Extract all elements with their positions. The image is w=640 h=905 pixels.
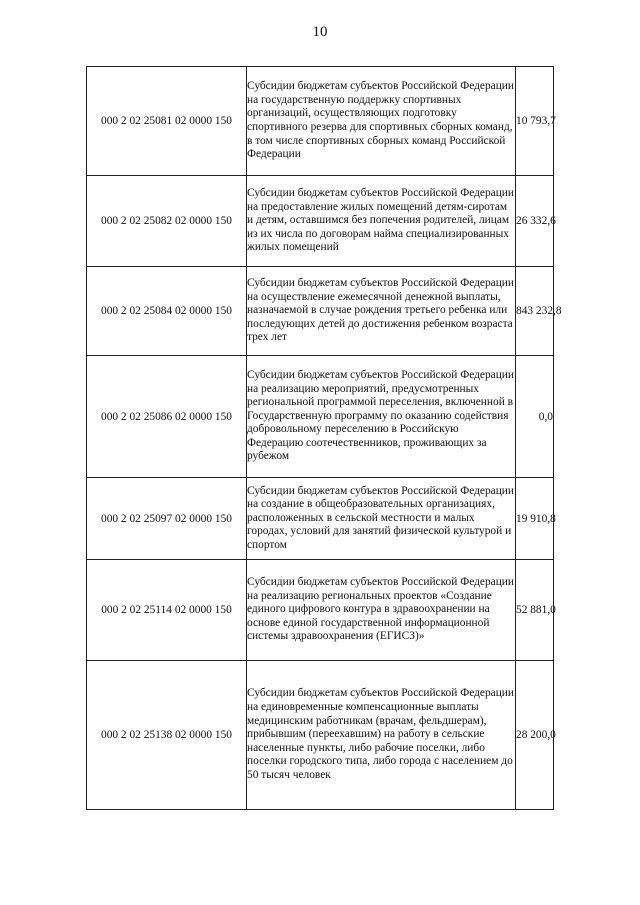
amount: 0,0	[516, 356, 554, 478]
table-row	[87, 267, 554, 356]
budget-table	[86, 66, 562, 810]
amount: 19 910,8	[516, 478, 554, 560]
budget-code: 000 2 02 25081 02 0000 150	[87, 67, 247, 176]
description: Субсидии бюджетам субъектов Российской Федерации на создание в общеобразовательных организациях, расположенных в сельской местности и малых городах, условий для занятий физической культурой и спортом	[247, 478, 516, 560]
budget-code: 000 2 02 25082 02 0000 150	[87, 176, 247, 267]
description: Субсидии бюджетам субъектов Российской Федерации на осуществление ежемесячной денежной выплаты, назначаемой в случае рождения третьего ребенка или последующих детей до достижения ребенком возраста трех лет	[247, 267, 516, 356]
table-row	[87, 560, 554, 661]
budget-code: 000 2 02 25084 02 0000 150	[87, 267, 247, 356]
budget-code: 000 2 02 25086 02 0000 150	[87, 356, 247, 478]
amount: 843 232,8	[516, 267, 554, 356]
table-row	[87, 67, 554, 176]
table-row	[87, 478, 554, 560]
amount: 10 793,7	[516, 67, 554, 176]
page-number: 10	[312, 24, 328, 40]
table-row	[87, 176, 554, 267]
description: Субсидии бюджетам субъектов Российской Федерации на реализацию мероприятий, предусмотренных региональной программой переселения, включенной в Государственную программу по оказанию содействия добровольному переселению в Российскую Федерацию соотечественников, проживающих за рубежом	[247, 356, 516, 478]
budget-code: 000 2 02 25114 02 0000 150	[87, 560, 247, 661]
table-row	[87, 661, 554, 810]
amount: 52 881,0	[516, 560, 554, 661]
budget-code: 000 2 02 25097 02 0000 150	[87, 478, 247, 560]
table-row	[87, 356, 554, 478]
description: Субсидии бюджетам субъектов Российской Федерации на предоставление жилых помещений детям-сиротам и детям, оставшимся без попечения родителей, лицам из их числа по договорам найма специализированных жилых помещений	[247, 176, 516, 267]
description: Субсидии бюджетам субъектов Российской Федерации на государственную поддержку спортивных организаций, осуществляющих подготовку спортивного резерва для спортивных сборных команд, в том числе спортивных сборных команд Российской Федерации	[247, 67, 516, 176]
amount: 26 332,6	[516, 176, 554, 267]
budget-code: 000 2 02 25138 02 0000 150	[87, 661, 247, 810]
amount: 28 200,0	[516, 661, 554, 810]
description: Субсидии бюджетам субъектов Российской Федерации на единовременные компенсационные выплаты медицинским работникам (врачам, фельдшерам), прибывшим (переехавшим) на работу в сельские населенные пункты, либо рабочие поселки, либо поселки городского типа, либо города с населением до 50 тысяч человек	[247, 661, 516, 810]
description: Субсидии бюджетам субъектов Российской Федерации на реализацию региональных проектов «Создание единого цифрового контура в здравоохранении на основе единой государственной информационной системы здравоохранения (ЕГИСЗ)»	[247, 560, 516, 661]
